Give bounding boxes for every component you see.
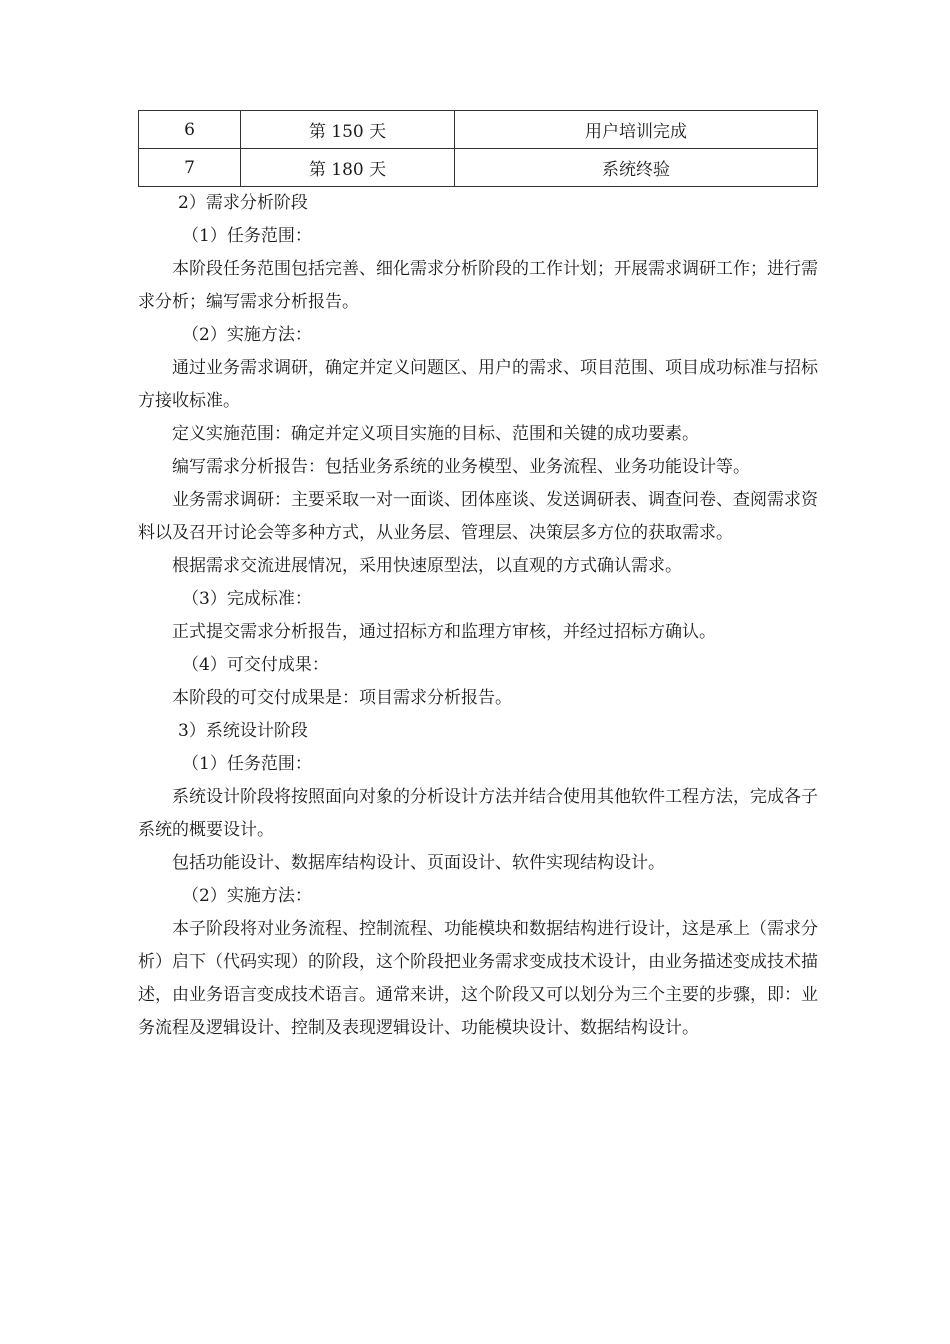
subsection-heading: （3）完成标准： [182,589,312,609]
paragraph: 编写需求分析报告：包括业务系统的业务模型、业务流程、业务功能设计等。 [172,457,750,477]
paragraph: 本阶段的可交付成果是：项目需求分析报告。 [172,688,512,708]
paragraph: 正式提交需求分析报告，通过招标方和监理方审核，并经过招标方确认。 [172,622,716,642]
table-cell-number: 6 [139,111,241,149]
paragraph: 本阶段任务范围包括完善、细化需求分析阶段的工作计划；开展需求调研工作；进行需求分析；编写需求分析报告。 [138,259,818,312]
subsection-heading: （2）实施方法： [182,886,312,906]
paragraph: 定义实施范围：确定并定义项目实施的目标、范围和关键的成功要素。 [172,424,699,444]
paragraph: 通过业务需求调研，确定并定义问题区、用户的需求、项目范围、项目成功标准与招标方接收标准。 [138,358,818,411]
subsection-heading: （1）任务范围： [182,226,312,246]
body-text [138,187,828,1045]
subsection-heading: （1）任务范围： [182,754,312,774]
section-heading: 3）系统设计阶段 [178,721,308,741]
table-row [139,149,818,187]
table-cell-day: 第 150 天 [241,111,455,149]
table-cell-day: 第 180 天 [241,149,455,187]
paragraph: 业务需求调研：主要采取一对一面谈、团体座谈、发送调研表、调查问卷、查阅需求资料以及召开讨论会等多种方式，从业务层、管理层、决策层多方位的获取需求。 [138,490,818,543]
section-heading: 2）需求分析阶段 [178,193,308,213]
table-cell-event: 系统终验 [455,149,818,187]
paragraph: 系统设计阶段将按照面向对象的分析设计方法并结合使用其他软件工程方法，完成各子系统的概要设计。 [138,787,818,840]
subsection-heading: （2）实施方法： [182,325,312,345]
milestone-table [138,110,818,187]
subsection-heading: （4）可交付成果： [182,655,329,675]
paragraph: 包括功能设计、数据库结构设计、页面设计、软件实现结构设计。 [172,853,665,873]
table-cell-event: 用户培训完成 [455,111,818,149]
table-cell-number: 7 [139,149,241,187]
paragraph: 根据需求交流进展情况，采用快速原型法，以直观的方式确认需求。 [172,556,682,576]
table-row [139,111,818,149]
paragraph: 本子阶段将对业务流程、控制流程、功能模块和数据结构进行设计，这是承上（需求分析）启下（代码实现）的阶段，这个阶段把业务需求变成技术设计，由业务描述变成技术描述，由业务语言变成技术语言。通常来讲，这个阶段又可以划分为三个主要的步骤，即：业务流程及逻辑设计、控制及表现逻辑设计、功能模块设计、数据结构设计。 [138,919,818,1038]
